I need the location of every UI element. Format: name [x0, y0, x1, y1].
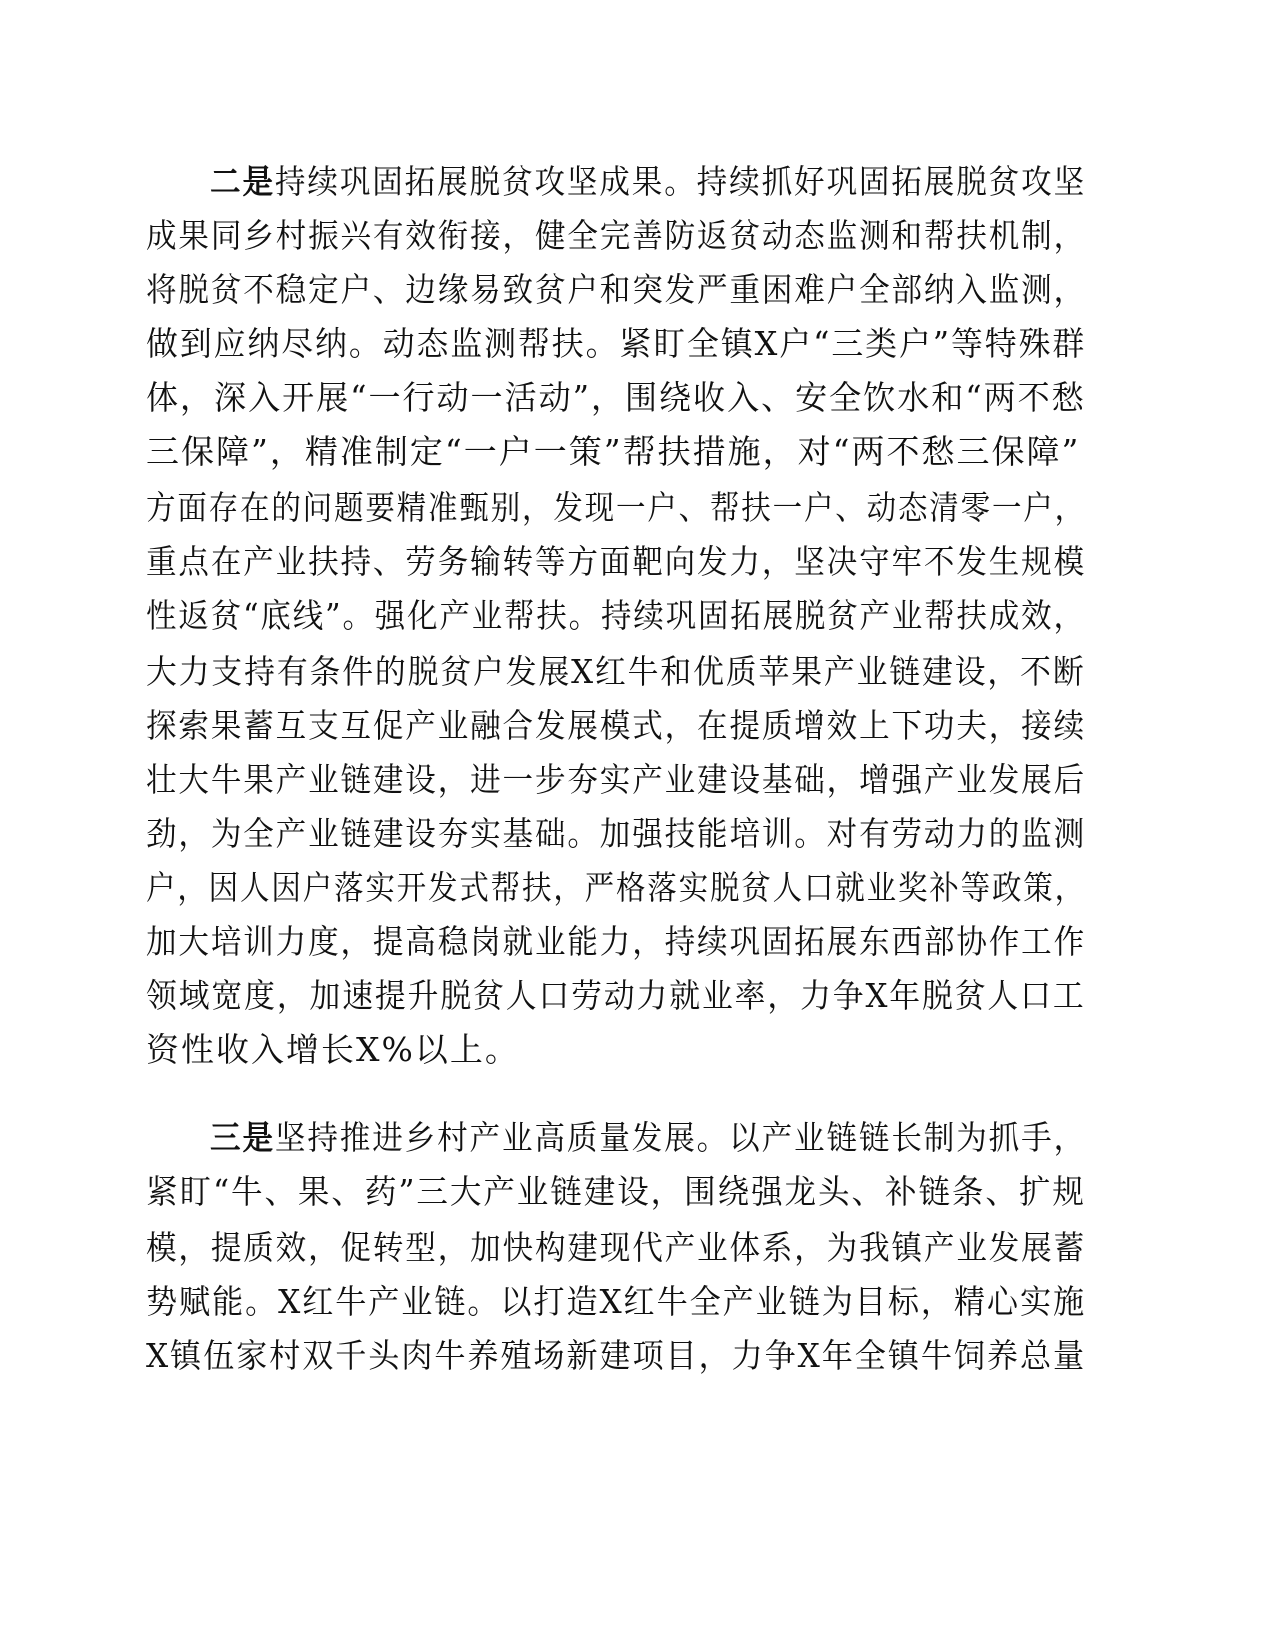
paragraph-line: 势赋能。X红牛产业链。以打造X红牛全产业链为目标，精心实施 [146, 1282, 1087, 1321]
paragraph-line: 方面存在的问题要精准甄别，发现一户、帮扶一户、动态清零一户， [146, 488, 1086, 527]
paragraph-line: 做到应纳尽纳。动态监测帮扶。紧盯全镇X户“三类户”等特殊群 [146, 324, 1087, 363]
paragraph-line: 户，因人因户落实开发式帮扶，严格落实脱贫人口就业奖补等政策， [146, 868, 1086, 907]
paragraph-line: 领域宽度，加速提升脱贫人口劳动力就业率，力争X年脱贫人口工 [146, 976, 1086, 1015]
paragraph-line: 加大培训力度，提高稳岗就业能力，持续巩固拓展东西部协作工作 [146, 922, 1086, 961]
paragraph-line: X镇伍家村双千头肉牛养殖场新建项目，力争X年全镇牛饲养总量 [146, 1336, 1087, 1375]
paragraph-three [146, 1118, 1086, 1378]
paragraph-line: 性返贫“底线”。强化产业帮扶。持续巩固拓展脱贫产业帮扶成效， [146, 596, 1086, 635]
paragraph-line: 将脱贫不稳定户、边缘易致贫户和突发严重困难户全部纳入监测， [146, 270, 1086, 309]
paragraph-line [210, 162, 1086, 202]
paragraph-lead: 三是 [210, 1118, 275, 1157]
paragraph-line: 重点在产业扶持、劳务输转等方面靶向发力，坚决守牢不发生规模 [146, 542, 1086, 581]
paragraph-line: 劲，为全产业链建设夯实基础。加强技能培训。对有劳动力的监测 [146, 814, 1086, 853]
paragraph-line: 成果同乡村振兴有效衔接，健全完善防返贫动态监测和帮扶机制， [146, 216, 1086, 255]
paragraph-line: 探索果蓄互支互促产业融合发展模式，在提质增效上下功夫，接续 [146, 706, 1086, 745]
paragraph-line: 三保障”，精准制定“一户一策”帮扶措施，对“两不愁三保障” [146, 432, 1081, 471]
paragraph-line: 体，深入开展“一行动一活动”，围绕收入、安全饮水和“两不愁 [146, 378, 1086, 417]
paragraph-line: 壮大牛果产业链建设，进一步夯实产业建设基础，增强产业发展后 [146, 760, 1086, 799]
paragraph-two [146, 162, 1086, 1082]
paragraph-line-text: 持续巩固拓展脱贫攻坚成果。持续抓好巩固拓展脱贫攻坚 [274, 162, 1087, 201]
paragraph-line-text: 坚持推进乡村产业高质量发展。以产业链链长制为抓手， [274, 1118, 1087, 1157]
paragraph-line: 模，提质效，促转型，加快构建现代产业体系，为我镇产业发展蓄 [146, 1228, 1086, 1267]
paragraph-line: 资性收入增长X%以上。 [146, 1030, 520, 1069]
paragraph-line: 紧盯“牛、果、药”三大产业链建设，围绕强龙头、补链条、扩规 [146, 1172, 1086, 1211]
paragraph-line: 大力支持有条件的脱贫户发展X红牛和优质苹果产业链建设，不断 [146, 652, 1086, 691]
paragraph-lead: 二是 [210, 162, 275, 201]
paragraph-line [210, 1118, 1086, 1158]
